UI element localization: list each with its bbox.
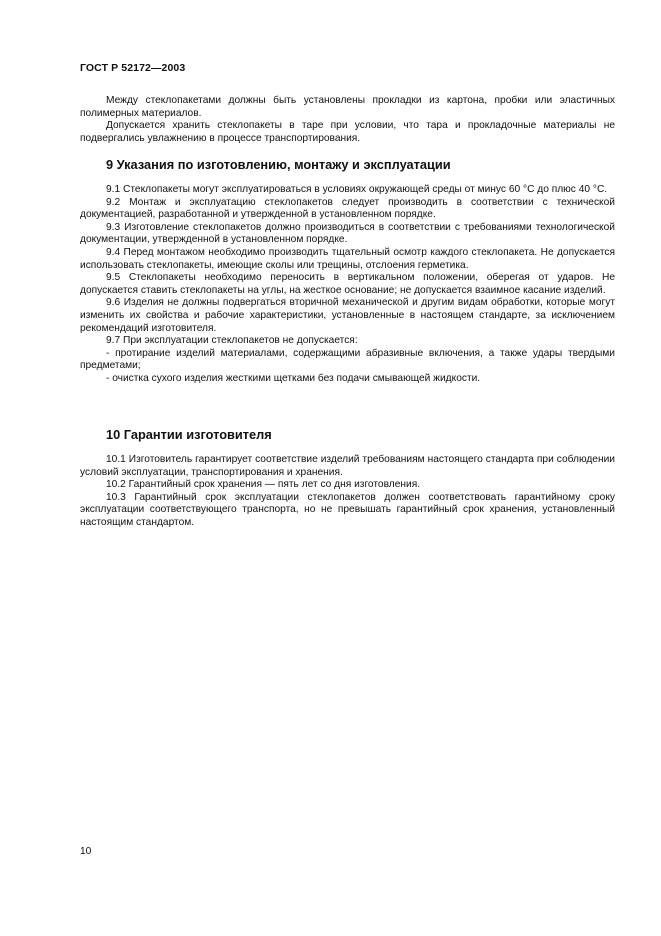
section-10-text-block (80, 454, 615, 530)
list-item: - очистка сухого изделия жесткими щетками без подачи смывающей жидкости. (106, 372, 481, 384)
section-10-heading-wrap (80, 427, 615, 442)
paragraph-10-1: 10.1 Изготовитель гарантирует соответствие изделий требованиям настоящего стандарта при соблюдении условий эксплуатации, транспортирования и хранения. (80, 454, 615, 478)
paragraph-9-5: 9.5 Стеклопакеты необходимо переносить в вертикальном положении, оберегая от ударов. Не допускается ставить стеклопакеты на углы, на жесткое основание; не допускается взаимное касание изделий. (80, 272, 615, 296)
section-9-text-block (80, 184, 615, 386)
paragraph-10-3: 10.3 Гарантийный срок эксплуатации стеклопакетов должен соответствовать гарантийному сроку эксплуатации соответствующего транспорта, но не превышать гарантийный срок хранения, установленный настоящим стандартом. (80, 491, 615, 528)
section-10-title: 10 Гарантии изготовителя (106, 427, 272, 442)
intro-text-block (80, 95, 615, 145)
list-item: - протирание изделий материалами, содержащими абразивные включения, а также удары твердыми предметами; (80, 347, 615, 372)
paragraph-9-3: 9.3 Изготовление стеклопакетов должно производиться в соответствии с требованиями технологической документации, утвержденной в установленном порядке. (80, 221, 615, 246)
paragraph-9-4: 9.4 Перед монтажом необходимо производить тщательный осмотр каждого стеклопакета. Не допускается использовать стеклопакеты, имеющие сколы или трещины, отслоения герметика. (80, 246, 615, 271)
paragraph-9-2: 9.2 Монтаж и эксплуатацию стеклопакетов следует производить в соответствии с технической документацией, разработанной и утвержденной в установленном порядке. (80, 196, 615, 221)
paragraph-9-7: 9.7 При эксплуатации стеклопакетов не допускается: (106, 335, 358, 347)
paragraph-9-1: 9.1 Стеклопакеты могут эксплуатироваться в условиях окружающей среды от минус 60 °С до плюс 40 °С. (106, 184, 608, 195)
section-9-title: 9 Указания по изготовлению, монтажу и эксплуатации (106, 157, 451, 172)
section-9-heading-wrap (80, 157, 615, 172)
document-header: ГОСТ Р 52172—2003 (80, 62, 186, 74)
paragraph: Допускается хранить стеклопакеты в таре при условии, что тара и прокладочные материалы не подвергались увлажнению в процессе транспортирования. (80, 120, 615, 144)
paragraph-10-2: 10.2 Гарантийный срок хранения — пять лет со дня изготовления. (106, 479, 421, 491)
paragraph-9-6: 9.6 Изделия не должны подвергаться вторичной механической и другим видам обработки, которые могут изменить их свойства и рабочие характеристики, установленные в настоящем стандарте, за исключением рекомендаций изготовителя. (80, 297, 615, 334)
page-number: 10 (80, 846, 92, 857)
paragraph: Между стеклопакетами должны быть установлены прокладки из картона, пробки или эластичных полимерных материалов. (80, 95, 615, 119)
